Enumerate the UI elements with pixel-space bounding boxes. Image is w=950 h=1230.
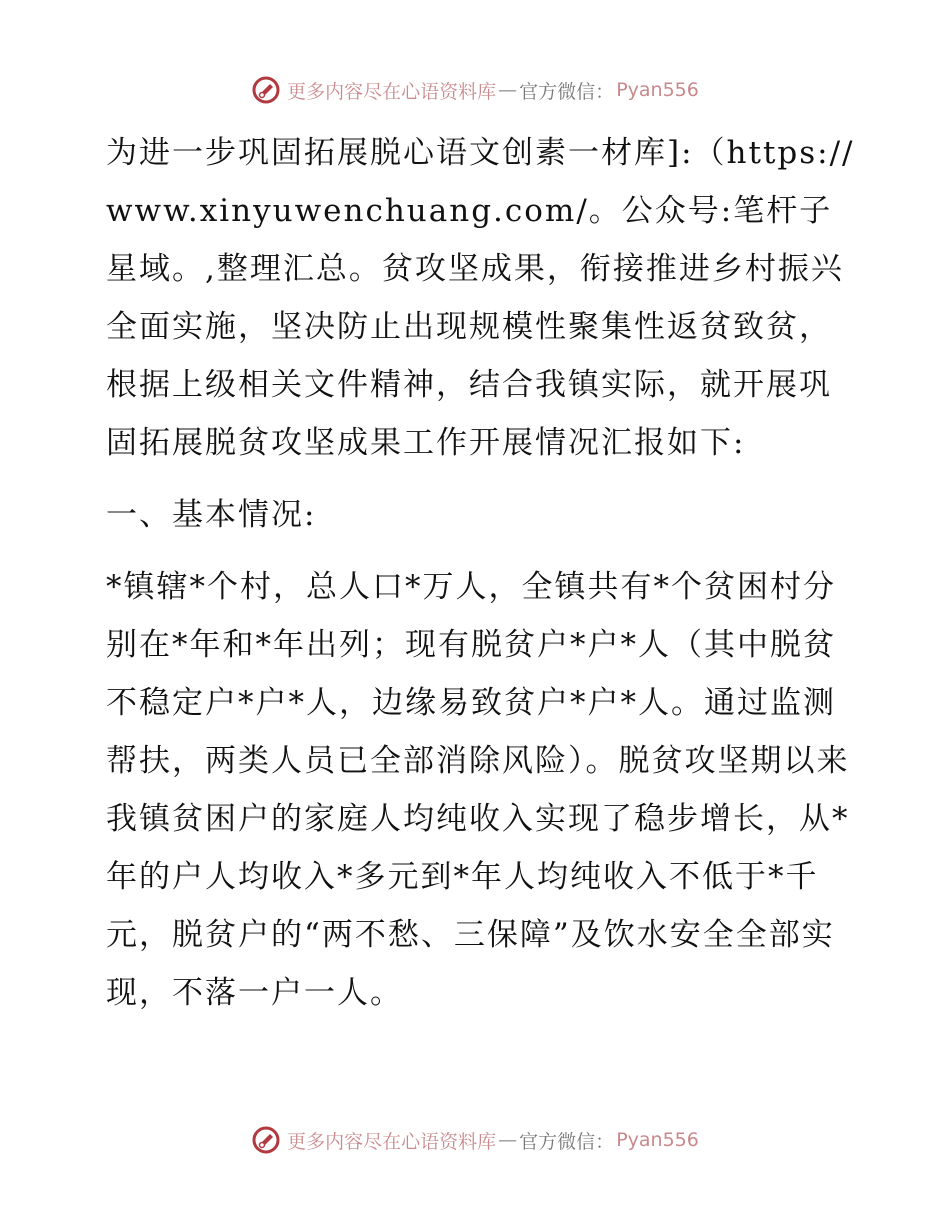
- section-heading: 一、基本情况:: [106, 497, 317, 533]
- banner-separator: —: [498, 79, 518, 101]
- banner-wechat-id: Pyan556: [616, 79, 699, 101]
- logo-icon: [251, 1125, 281, 1155]
- footer-banner: [0, 1120, 950, 1160]
- paragraph-basic-situation: *镇辖*个村，总人口*万人，全镇共有*个贫困村分别在*年和*年出列；现有脱贫户*户*人（其中脱贫不稳定户*户*人，边缘易致贫户*户*人。通过监测帮扶，两类人员已全部消除风险）。脱贫攻坚期以来我镇贫困户的家庭人均纯收入实现了稳步增长，从*年的户人均收入*多元到*年人均纯收入不低于*千元，脱贫户的“两不愁、三保障”及饮水安全全部实现，不落一户一人。: [106, 569, 850, 1011]
- banner-wechat-label: 官方微信：: [519, 80, 615, 103]
- banner-wechat-id: Pyan556: [616, 1129, 699, 1151]
- document-body: [98, 124, 858, 1022]
- header-banner: [0, 70, 950, 110]
- banner-text: 更多内容尽在心语资料库: [287, 1130, 497, 1153]
- banner-text: 更多内容尽在心语资料库: [287, 80, 497, 103]
- logo-icon: [251, 75, 281, 105]
- paragraph-intro: 为进一步巩固拓展脱心语文创素一材库]:（https://www.xinyuwenchuang.com/。公众号:笔杆子星域。,整理汇总。贫攻坚成果，衔接推进乡村振兴全面实施，坚决防止出现规模性聚集性返贫致贫，根据上级相关文件精神，结合我镇实际，就开展巩固拓展脱贫攻坚成果工作开展情况汇报如下:: [106, 135, 855, 461]
- banner-wechat-label: 官方微信：: [519, 1130, 615, 1153]
- banner-separator: —: [498, 1129, 518, 1151]
